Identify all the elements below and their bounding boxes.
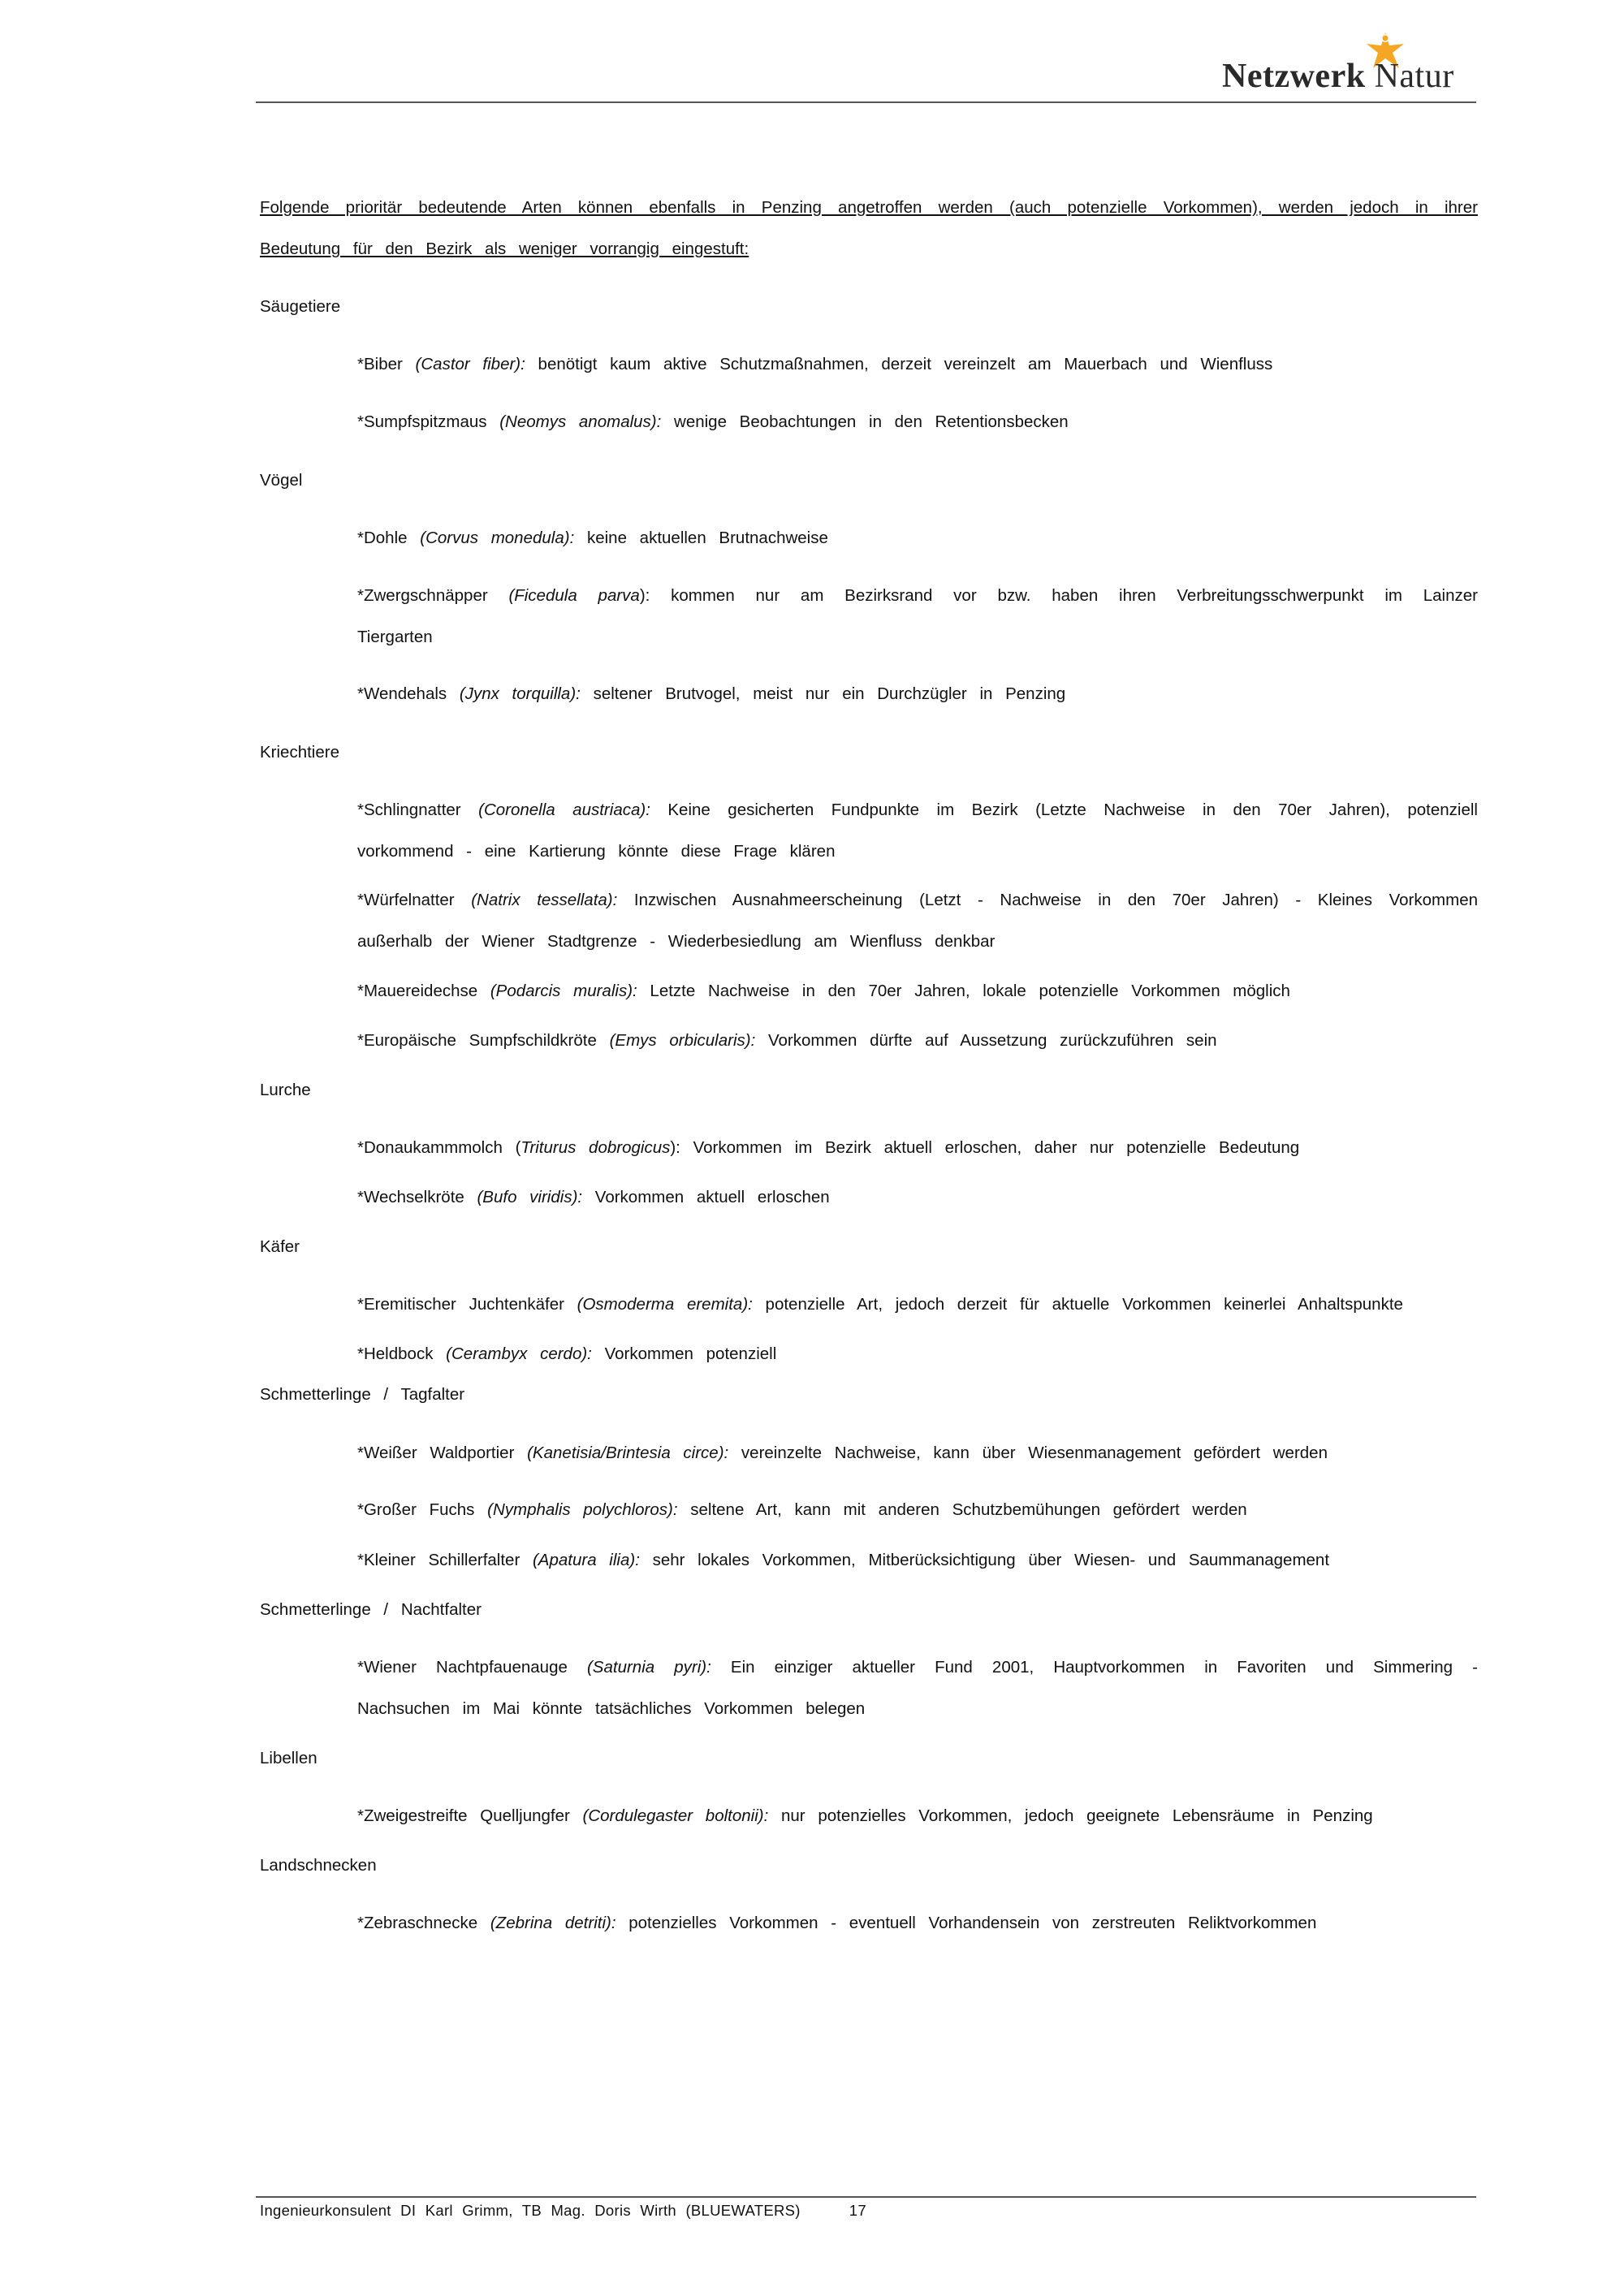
species-entry-biber: *Biber (Castor fiber): benötigt kaum aktive Schutzmaßnahmen, derzeit vereinzelt am Mauerbach und Wienfluss xyxy=(357,355,1273,373)
category-heading-kaefer: Käfer xyxy=(260,1237,300,1256)
footer-divider xyxy=(256,2196,1476,2198)
page-footer xyxy=(260,2202,866,2220)
species-entry-dohle: *Dohle (Corvus monedula): keine aktuellen Brutnachweise xyxy=(357,529,828,547)
intro-line-1: Folgende prioritär bedeutende Arten können ebenfalls in Penzing angetroffen werden (auch potenzielle Vorkommen), werden jedoch in ihrer xyxy=(260,198,1478,217)
species-entry-donaukammmolch: *Donaukammmolch (Triturus dobrogicus): Vorkommen im Bezirk aktuell erloschen, daher nur potenzielle Bedeutung xyxy=(357,1138,1300,1157)
category-heading-saeugetiere: Säugetiere xyxy=(260,297,341,316)
page-number: 17 xyxy=(849,2202,866,2219)
species-entry-wuerfelnatter: *Würfelnatter (Natrix tessellata): Inzwischen Ausnahmeerscheinung (Letzt - Nachweise in den 70er Jahren) - Kleines Vorkommen xyxy=(357,891,1478,909)
species-entry-sumpfschildkroete: *Europäische Sumpfschildkröte (Emys orbicularis): Vorkommen dürfte auf Aussetzung zurückzuführen sein xyxy=(357,1031,1217,1050)
category-heading-landschnecken: Landschnecken xyxy=(260,1856,377,1875)
species-entry-mauereidechse: *Mauereidechse (Podarcis muralis): Letzte Nachweise in den 70er Jahren, lokale potenzielle Vorkommen möglich xyxy=(357,982,1290,1000)
species-entry-quelljungfer: *Zweigestreifte Quelljungfer (Cordulegaster boltonii): nur potenzielles Vorkommen, jedoch geeignete Lebensräume in Penzing xyxy=(357,1806,1373,1825)
category-heading-tagfalter: Schmetterlinge / Tagfalter xyxy=(260,1385,465,1404)
species-entry-sumpfspitzmaus: *Sumpfspitzmaus (Neomys anomalus): wenige Beobachtungen in den Retentionsbecken xyxy=(357,412,1069,431)
species-entry-nachtpfauenauge-cont: Nachsuchen im Mai könnte tatsächliches Vorkommen belegen xyxy=(357,1699,866,1718)
category-heading-lurche: Lurche xyxy=(260,1081,311,1099)
logo-text-bold: Netzwerk xyxy=(1222,58,1366,95)
category-heading-kriechtiere: Kriechtiere xyxy=(260,743,339,762)
species-entry-waldportier: *Weißer Waldportier (Kanetisia/Brintesia circe): vereinzelte Nachweise, kann über Wiesenmanagement gefördert werden xyxy=(357,1444,1328,1462)
footer-authors: Ingenieurkonsulent DI Karl Grimm, TB Mag. Doris Wirth (BLUEWATERS) xyxy=(260,2202,801,2219)
species-entry-schlingnatter-cont: vorkommend - eine Kartierung könnte diese Frage klären xyxy=(357,842,836,861)
species-entry-zwergschnaepper-cont: Tiergarten xyxy=(357,628,433,646)
species-entry-schlingnatter: *Schlingnatter (Coronella austriaca): Keine gesicherten Fundpunkte im Bezirk (Letzte Nachweise in den 70er Jahren), potenziell xyxy=(357,801,1478,819)
logo-text xyxy=(1222,57,1454,96)
category-heading-libellen: Libellen xyxy=(260,1749,317,1767)
species-entry-wuerfelnatter-cont: außerhalb der Wiener Stadtgrenze - Wiederbesiedlung am Wienfluss denkbar xyxy=(357,932,996,951)
species-entry-grosser-fuchs: *Großer Fuchs (Nymphalis polychloros): seltene Art, kann mit anderen Schutzbemühungen gefördert werden xyxy=(357,1500,1247,1519)
category-heading-voegel: Vögel xyxy=(260,471,303,490)
species-entry-schillerfalter: *Kleiner Schillerfalter (Apatura ilia): sehr lokales Vorkommen, Mitberücksichtigung über Wiesen- und Saummanagement xyxy=(357,1551,1330,1569)
species-entry-zwergschnaepper: *Zwergschnäpper (Ficedula parva): kommen nur am Bezirksrand vor bzw. haben ihren Verbreitungsschwerpunkt im Lainzer xyxy=(357,586,1478,605)
species-entry-wechselkroete: *Wechselkröte (Bufo viridis): Vorkommen aktuell erloschen xyxy=(357,1188,830,1206)
netzwerk-natur-logo xyxy=(1222,31,1482,104)
species-entry-wendehals: *Wendehals (Jynx torquilla): seltener Brutvogel, meist nur ein Durchzügler in Penzing xyxy=(357,684,1066,703)
header-divider xyxy=(256,101,1476,103)
species-entry-heldbock: *Heldbock (Cerambyx cerdo): Vorkommen potenziell xyxy=(357,1344,777,1363)
species-entry-nachtpfauenauge: *Wiener Nachtpfauenauge (Saturnia pyri): Ein einziger aktueller Fund 2001, Hauptvorkommen in Favoriten und Simmering - xyxy=(357,1658,1478,1677)
category-heading-nachtfalter: Schmetterlinge / Nachtfalter xyxy=(260,1600,482,1619)
species-entry-juchtenkaefer: *Eremitischer Juchtenkäfer (Osmoderma eremita): potenzielle Art, jedoch derzeit für aktuelle Vorkommen keinerlei Anhaltspunkte xyxy=(357,1295,1403,1314)
logo-text-regular: Natur xyxy=(1374,58,1454,95)
intro-line-2: Bedeutung für den Bezirk als weniger vorrangig eingestuft: xyxy=(260,240,749,258)
species-entry-zebraschnecke: *Zebraschnecke (Zebrina detriti): potenzielles Vorkommen - eventuell Vorhandensein von zerstreuten Reliktvorkommen xyxy=(357,1914,1317,1932)
